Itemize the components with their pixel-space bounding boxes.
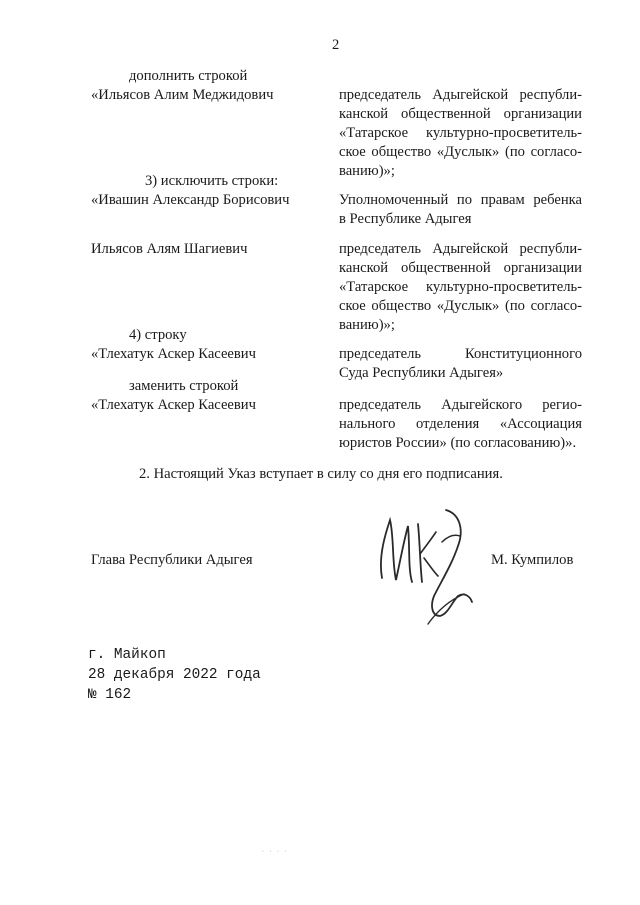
person-name: «Ивашин Александр Борисович [91,192,290,208]
position-line: «Татарское культурно-просветитель- [339,125,582,141]
position-line: «Татарское культурно-просветитель- [339,279,582,295]
position-line: председатель Адыгейского регио- [339,397,582,413]
position-line: ское общество «Дуслык» (по согласо- [339,144,582,160]
position-line: нального отделения «Ассоциация [339,416,582,432]
issue-date: 28 декабря 2022 года [88,667,261,683]
person-name: «Ильясов Алим Меджидович [91,87,274,103]
position-line: юристов России» (по согласованию)». [339,435,577,451]
position-line: председатель Адыгейской республи- [339,241,582,257]
position-line: председатель Адыгейской республи- [339,87,582,103]
position-line: ванию)»; [339,317,395,333]
position-line: канской общественной организации [339,106,582,122]
position-line: ванию)»; [339,163,395,179]
position-line: председатель Конституционного [339,346,582,362]
decree-number: № 162 [88,687,132,703]
position-line: Уполномоченный по правам ребенка [339,192,582,208]
instruction-line: 4) строку [129,327,187,343]
signatory-title: Глава Республики Адыгея [91,552,253,568]
instruction-exclude-lines: 3) исключить строки: [145,173,279,189]
page-number: 2 [332,37,340,53]
handwritten-signature [368,506,478,636]
person-position [339,345,582,383]
person-name: «Тлехатук Аскер Касеевич [91,346,256,362]
position-line: канской общественной организации [339,260,582,276]
position-line: ское общество «Дуслык» (по согласо- [339,298,582,314]
person-position [339,396,582,453]
person-position [339,240,582,335]
person-name: «Тлехатук Аскер Касеевич [91,397,256,413]
scan-specks: · · · · [262,849,289,855]
clause-effective-date: 2. Настоящий Указ вступает в силу со дня его подписания. [139,466,503,482]
signatory-name: М. Кумпилов [491,552,574,568]
person-position [339,86,582,181]
position-line: Суда Республики Адыгея» [339,365,504,381]
person-name: Ильясов Алям Шагиевич [91,241,248,257]
issue-place: г. Майкоп [88,647,166,663]
instruction-add-line: дополнить строкой [129,68,248,84]
person-position [339,191,582,229]
position-line: в Республике Адыгея [339,211,472,227]
instruction-replace-line: заменить строкой [129,378,239,394]
